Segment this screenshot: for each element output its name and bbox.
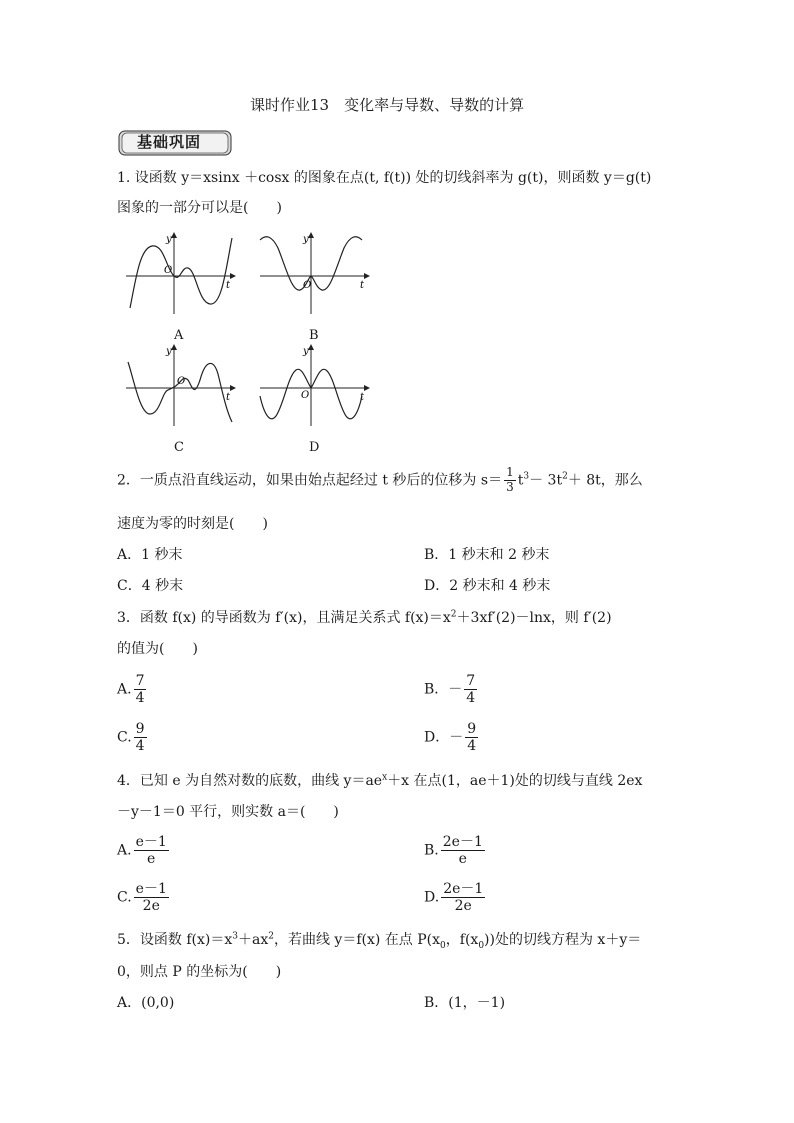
graph-c-y-label: y: [166, 346, 172, 357]
graph-d: [256, 340, 376, 430]
graph-a-label: A: [174, 328, 184, 343]
graph-d-y-label: y: [303, 346, 309, 357]
q1-line1: 1. 设函数 y＝xsinx ＋cosx 的图象在点(t, f(t)) 处的切线斜率为 g(t)，则函数 y＝g(t): [117, 170, 652, 186]
graph-c: [122, 340, 242, 430]
graph-d-label: D: [309, 440, 320, 455]
graph-a-t-label: t: [226, 280, 231, 291]
page-title: 课时作业13 变化率与导数、导数的计算: [250, 96, 525, 114]
graph-a-y-label: y: [166, 234, 172, 245]
graph-a: [122, 228, 242, 318]
q3-option-a[interactable]: A. $\frac{7}{4}$: [117, 673, 145, 707]
q3-line1: 3．函数 f(x) 的导函数为 f′(x)，且满足关系式 $f(x)=x^2+3xf'(2)-\ln x$，则 f′(2): [117, 609, 612, 626]
graph-d-origin: O: [301, 390, 310, 401]
section-badge: 基础巩固: [137, 133, 202, 151]
q3-option-b[interactable]: B．－ $\frac{7}{4}$: [424, 673, 476, 707]
q4-option-a[interactable]: A. $\frac{e-1}{e}$: [117, 834, 167, 868]
q5-option-b[interactable]: B．(1，－1): [424, 995, 506, 1011]
graph-c-t-label: t: [226, 392, 231, 403]
q5-line2: 0，则点 P 的坐标为( ): [117, 964, 282, 980]
q4-option-d[interactable]: D. $\frac{2e-1}{2e}$: [424, 881, 484, 915]
q4-option-c[interactable]: C. $\frac{e-1}{2e}$: [117, 881, 167, 915]
q2-option-c[interactable]: C．4 秒末: [117, 578, 184, 594]
graph-a-origin: O: [164, 265, 173, 276]
q4-line2: －y－1＝0 平行，则实数 a＝( ): [117, 804, 339, 820]
q1-line2: 图象的一部分可以是( ): [117, 200, 282, 216]
q2-option-d[interactable]: D．2 秒末和 4 秒末: [424, 578, 551, 594]
q4-option-b[interactable]: B. $\frac{2e-1}{e}$: [424, 834, 483, 868]
q2-option-a[interactable]: A．1 秒末: [117, 547, 183, 563]
graph-d-t-label: t: [360, 392, 365, 403]
graph-b: [256, 228, 376, 318]
q3-option-c[interactable]: C. $\frac{9}{4}$: [117, 721, 145, 755]
q5-line1: 5．设函数 $f(x)=x^3+ax^2$，若曲线 y＝f(x) 在点 $P(x_0$，$f(x_0)$)处的切线方程为 x＋y＝: [117, 931, 642, 951]
graph-b-t-label: t: [360, 280, 365, 291]
q5-option-a[interactable]: A．(0,0): [117, 995, 175, 1011]
graph-c-origin: O: [177, 376, 186, 387]
q2-fraction: $\frac{1}{3}$: [506, 465, 514, 494]
graph-b-y-label: y: [303, 234, 309, 245]
q3-option-d[interactable]: D．－ $\frac{9}{4}$: [424, 721, 477, 755]
graph-b-label: B: [309, 328, 319, 343]
q3-line2: 的值为( ): [117, 641, 198, 657]
q2-line1: 2．一质点沿直线运动，如果由始点起经过 t 秒后的位移为 s＝ $\frac{1}{3}$ $t^3- 3t^2+ 8t$，那么: [117, 465, 643, 494]
graph-c-label: C: [174, 440, 184, 455]
q4-line1: 4．已知 e 为自然对数的底数，曲线 $y=ae^x+x$ 在点(1，ae＋1)处的切线与直线 2ex: [117, 772, 643, 789]
q2-option-b[interactable]: B．1 秒末和 2 秒末: [424, 547, 550, 563]
q2-line2: 速度为零的时刻是( ): [117, 516, 268, 532]
graph-b-origin: O: [303, 280, 312, 291]
